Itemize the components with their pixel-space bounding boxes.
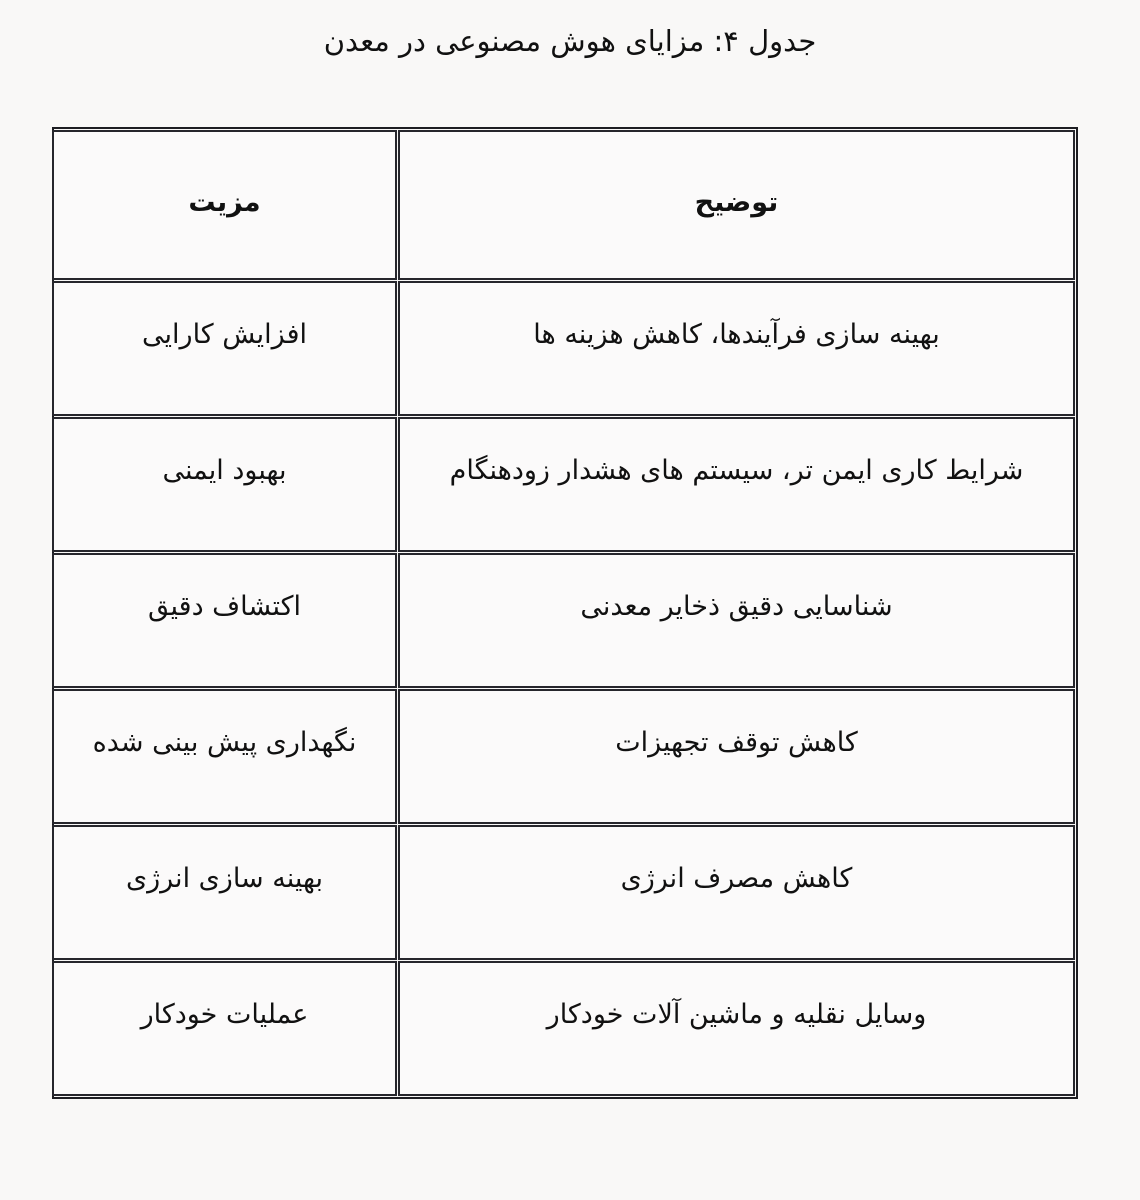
- cell-description-text: شناسایی دقیق ذخایر معدنی: [580, 590, 893, 622]
- cell-description: [398, 553, 1075, 688]
- column-header-description-label: توضیح: [694, 186, 779, 218]
- cell-description: [398, 825, 1075, 960]
- table-header: [52, 130, 1075, 280]
- cell-description-text: شرایط کاری ایمن تر، سیستم های هشدار زودهنگام: [449, 454, 1024, 486]
- column-header-benefit: [52, 130, 397, 280]
- cell-description-text: کاهش مصرف انرژی: [620, 862, 853, 894]
- cell-description: [398, 689, 1075, 824]
- cell-description: [398, 417, 1075, 552]
- table-row: [52, 417, 1075, 552]
- table-caption: جدول ۴: مزایای هوش مصنوعی در معدن: [323, 24, 817, 58]
- table-row: [52, 553, 1075, 688]
- table-header-row: [52, 130, 1075, 280]
- cell-benefit: [52, 553, 397, 688]
- cell-benefit-text: بهبود ایمنی: [162, 454, 287, 486]
- table-row: [52, 689, 1075, 824]
- table-row: [52, 825, 1075, 960]
- table-body: [52, 281, 1075, 1096]
- cell-benefit: [52, 961, 397, 1096]
- cell-benefit-text: اکتشاف دقیق: [148, 590, 301, 622]
- cell-benefit-text: بهینه سازی انرژی: [125, 862, 323, 894]
- cell-benefit-text: نگهداری پیش بینی شده: [92, 726, 357, 758]
- cell-benefit: [52, 825, 397, 960]
- table-row: [52, 281, 1075, 416]
- column-header-description: [398, 130, 1075, 280]
- cell-description: [398, 281, 1075, 416]
- column-header-benefit-label: مزیت: [188, 186, 261, 218]
- cell-benefit: [52, 417, 397, 552]
- cell-description-text: وسایل نقلیه و ماشین آلات خودکار: [546, 998, 927, 1030]
- cell-description-text: کاهش توقف تجهیزات: [615, 726, 858, 758]
- cell-description: [398, 961, 1075, 1096]
- cell-benefit: [52, 689, 397, 824]
- table-container: [52, 127, 1078, 1099]
- cell-benefit: [52, 281, 397, 416]
- cell-benefit-text: عملیات خودکار: [140, 998, 309, 1030]
- cell-description-text: بهینه سازی فرآیندها، کاهش هزینه ها: [533, 318, 940, 350]
- table-row: [52, 961, 1075, 1096]
- cell-benefit-text: افزایش کارایی: [142, 318, 307, 350]
- ai-mining-benefits-table: [51, 129, 1076, 1097]
